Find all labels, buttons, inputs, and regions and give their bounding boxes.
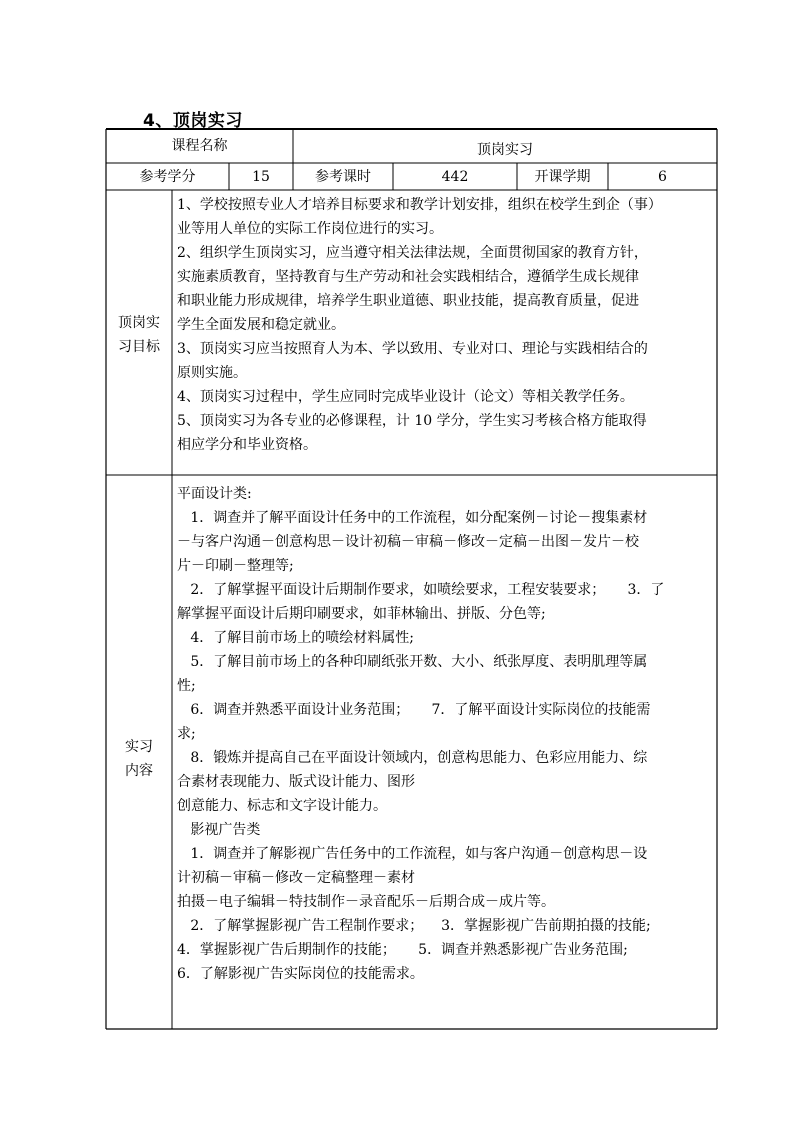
content-line: 拍摄－电子编辑－特技制作－录音配乐－后期合成－成片等。 — [177, 894, 555, 910]
content-line: 5．了解目前市场上的各种印刷纸张开数、大小、纸张厚度、表明肌理等属 — [177, 654, 648, 670]
hours-label: 参考课时 — [315, 169, 371, 185]
content-line: 2．了解掌握影视广告工程制作要求； 3．掌握影视广告前期拍摄的技能; — [177, 918, 651, 934]
content-line: 1．调查并了解平面设计任务中的工作流程，如分配案例－讨论－搜集素材 — [177, 510, 648, 526]
hours-value: 442 — [441, 169, 469, 185]
credits-value: 15 — [252, 169, 270, 185]
goals-line: 2、组织学生顶岗实习，应当遵守相关法律法规，全面贯彻国家的教育方针， — [177, 245, 648, 261]
goals-line: 实施素质教育，坚持教育与生产劳动和社会实践相结合，遵循学生成长规律 — [177, 269, 639, 285]
goals-line: 3、顶岗实习应当按照育人为本、学以致用、专业对口、理论与实践相结合的 — [177, 341, 648, 357]
content-line: 计初稿－审稿－修改－定稿整理－素材 — [177, 870, 415, 886]
content-label-line-1: 实习 — [125, 739, 153, 755]
semester-value: 6 — [658, 169, 667, 185]
content-line: 4．了解目前市场上的喷绘材料属性; — [177, 630, 414, 646]
course-name-value: 顶岗实习 — [477, 142, 533, 158]
semester-label: 开课学期 — [534, 169, 591, 185]
goals-line: 原则实施。 — [177, 365, 247, 381]
content-line: 2．了解掌握平面设计后期制作要求，如喷绘要求，工程安装要求； 3．了 — [177, 582, 665, 598]
content-line: 1．调查并了解影视广告任务中的工作流程，如与客户沟通－创意构思－设 — [177, 846, 648, 862]
goals-line: 学生全面发展和稳定就业。 — [177, 317, 345, 333]
course-name-label: 课程名称 — [171, 138, 228, 154]
goals-line: 1、学校按照专业人才培养目标要求和教学计划安排，组织在校学生到企（事） — [177, 197, 662, 213]
goals-line: 和职业能力形成规律，培养学生职业道德、职业技能，提高教育质量，促进 — [177, 293, 639, 309]
credits-label: 参考学分 — [139, 169, 196, 185]
content-line: 平面设计类: — [177, 486, 252, 502]
content-line: 影视广告类 — [177, 822, 261, 838]
goals-label-line-1: 顶岗实 — [118, 315, 160, 331]
content-line: 性; — [177, 678, 196, 694]
goals-line: 4、顶岗实习过程中，学生应同时完成毕业设计（论文）等相关教学任务。 — [177, 389, 634, 405]
content-line: 8．锻炼并提高自己在平面设计领域内，创意构思能力、色彩应用能力、综 — [177, 750, 648, 766]
content-line: 合素材表现能力、版式设计能力、图形 — [177, 774, 415, 790]
content-line: 解掌握平面设计后期印刷要求，如菲林输出、拼版、分色等; — [177, 606, 546, 622]
content-label-line-2: 内容 — [125, 763, 153, 779]
goals-line: 相应学分和毕业资格。 — [177, 437, 317, 453]
goals-line: 业等用人单位的实际工作岗位进行的实习。 — [177, 221, 443, 237]
content-line: 6．了解影视广告实际岗位的技能需求。 — [177, 966, 424, 982]
content-line: 6．调查并熟悉平面设计业务范围； 7．了解平面设计实际岗位的技能需 — [177, 702, 651, 718]
content-line: 创意能力、标志和文字设计能力。 — [177, 798, 387, 814]
section-title: 4、顶岗实习 — [143, 111, 243, 131]
goals-label-line-2: 习目标 — [118, 339, 160, 355]
content-line: 4．掌握影视广告后期制作的技能； 5．调查并熟悉影视广告业务范围; — [177, 942, 628, 958]
content-line: 片－印刷－整理等; — [177, 558, 294, 574]
content-line: －与客户沟通－创意构思－设计初稿－审稿－修改－定稿－出图－发片－校 — [177, 534, 639, 550]
goals-line: 5、顶岗实习为各专业的必修课程，计 10 学分，学生实习考核合格方能取得 — [177, 413, 647, 429]
content-line: 求; — [177, 726, 196, 742]
